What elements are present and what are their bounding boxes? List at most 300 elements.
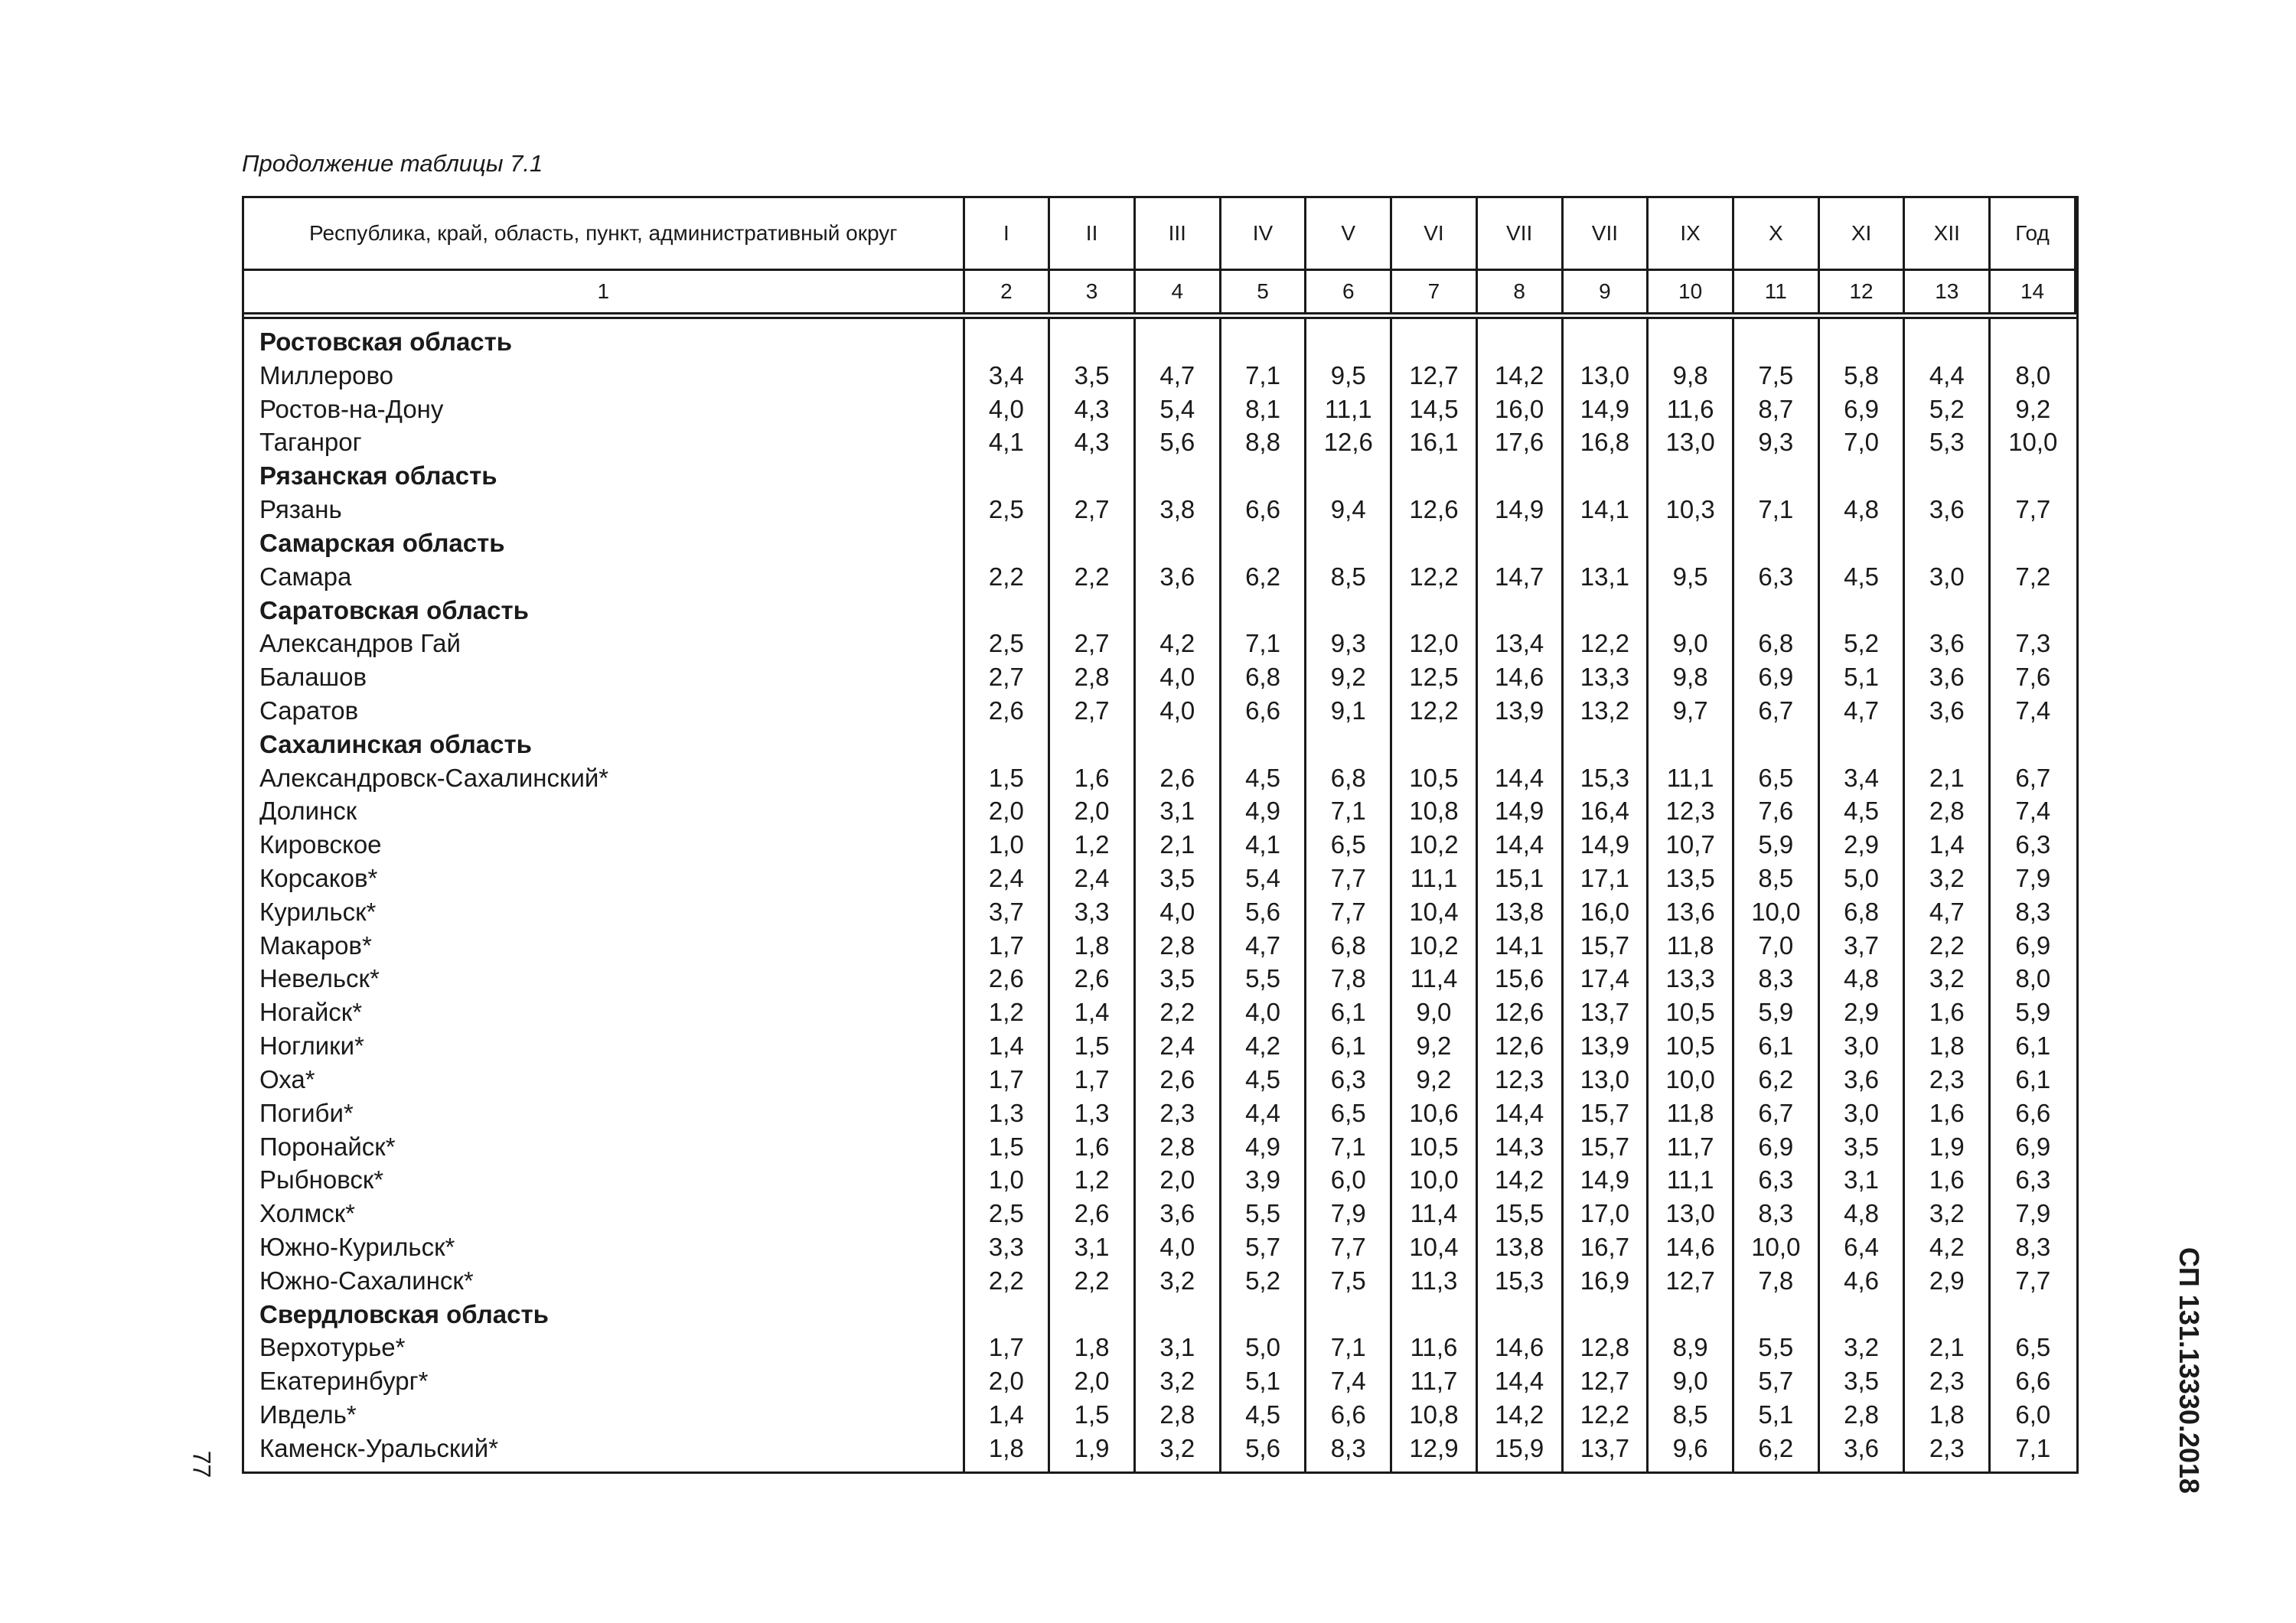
value-cell: 17,0 (1562, 1197, 1648, 1230)
place-name: Поронайск* (244, 1130, 964, 1164)
place-name: Курильск* (244, 895, 964, 929)
empty-cell (1134, 1298, 1220, 1331)
value-cell: 4,0 (1134, 694, 1220, 728)
header-cell-month: IX (1648, 198, 1733, 270)
empty-cell (1990, 526, 2076, 560)
value-cell: 10,3 (1648, 493, 1733, 526)
value-cell: 13,5 (1648, 862, 1733, 895)
value-cell: 5,6 (1220, 1432, 1306, 1465)
value-cell: 5,9 (1733, 828, 1818, 862)
region-row (244, 594, 2076, 627)
value-cell: 6,8 (1306, 761, 1391, 795)
place-name: Холмск* (244, 1197, 964, 1230)
value-cell: 11,8 (1648, 1097, 1733, 1130)
data-table (244, 198, 2076, 1471)
value-cell: 6,8 (1306, 929, 1391, 963)
empty-cell (1391, 526, 1477, 560)
value-cell: 8,9 (1648, 1331, 1733, 1364)
value-cell: 2,2 (964, 1264, 1049, 1298)
place-name: Самара (244, 560, 964, 594)
value-cell: 1,4 (964, 1398, 1049, 1432)
value-cell: 4,5 (1818, 560, 1904, 594)
value-cell: 4,9 (1220, 794, 1306, 828)
value-cell: 5,2 (1818, 627, 1904, 660)
value-cell: 5,0 (1818, 862, 1904, 895)
value-cell: 4,5 (1220, 1063, 1306, 1097)
value-cell: 9,6 (1648, 1432, 1733, 1465)
value-cell: 5,6 (1134, 425, 1220, 459)
column-number-cell: 12 (1818, 270, 1904, 316)
value-cell: 12,2 (1562, 627, 1648, 660)
value-cell: 3,6 (1904, 660, 1990, 694)
value-cell: 2,8 (1818, 1398, 1904, 1432)
value-cell: 3,1 (1818, 1163, 1904, 1197)
empty-cell (1562, 728, 1648, 761)
empty-cell (964, 325, 1049, 359)
place-name: Саратов (244, 694, 964, 728)
value-cell: 4,2 (1134, 627, 1220, 660)
empty-cell (1049, 728, 1135, 761)
empty-cell (1990, 728, 2076, 761)
empty-cell (1049, 325, 1135, 359)
value-cell: 4,2 (1904, 1230, 1990, 1264)
value-cell: 13,0 (1562, 1063, 1648, 1097)
value-cell: 6,3 (2015, 830, 2051, 859)
empty-cell (1476, 594, 1562, 627)
value-cell: 3,5 (1049, 359, 1135, 393)
empty-cell (1818, 325, 1904, 359)
value-cell: 3,5 (1818, 1130, 1904, 1164)
table-row (244, 794, 2076, 828)
value-cell: 4,7 (1818, 694, 1904, 728)
value-cell: 9,0 (1648, 1364, 1733, 1398)
value-cell: 14,4 (1476, 828, 1562, 862)
value-cell: 5,5 (1220, 1197, 1306, 1230)
value-cell: 6,9 (1733, 660, 1818, 694)
table-row (244, 1197, 2076, 1230)
value-cell: 9,2 (1391, 1063, 1477, 1097)
empty-cell (1134, 325, 1220, 359)
value-cell: 1,9 (1904, 1130, 1990, 1164)
value-cell: 4,8 (1818, 962, 1904, 996)
value-cell: 2,9 (1818, 996, 1904, 1029)
empty-cell (1306, 728, 1391, 761)
value-cell: 13,8 (1476, 895, 1562, 929)
value-cell: 13,8 (1476, 1230, 1562, 1264)
value-cell: 6,6 (1306, 1398, 1391, 1432)
value-cell: 9,3 (1306, 627, 1391, 660)
empty-cell (1134, 526, 1220, 560)
table-row (244, 1063, 2076, 1097)
value-cell: 3,1 (1134, 794, 1220, 828)
value-cell: 6,0 (2015, 1400, 2051, 1429)
value-cell: 4,2 (1220, 1029, 1306, 1063)
place-name: Рязань (244, 493, 964, 526)
empty-cell (1648, 728, 1733, 761)
value-cell: 1,9 (1049, 1432, 1135, 1465)
value-cell: 3,2 (1134, 1364, 1220, 1398)
value-cell: 6,2 (1733, 1432, 1818, 1465)
table-row (244, 1029, 2076, 1063)
value-cell: 4,0 (1220, 996, 1306, 1029)
value-cell: 8,5 (1648, 1398, 1733, 1432)
value-cell: 6,9 (1733, 1130, 1818, 1164)
empty-cell (1306, 1298, 1391, 1331)
value-cell: 5,3 (1904, 425, 1990, 459)
value-cell: 7,2 (2015, 562, 2051, 591)
empty-cell (964, 459, 1049, 493)
table-body (244, 316, 2076, 1472)
value-cell: 2,8 (1134, 1130, 1220, 1164)
value-cell: 7,5 (1733, 359, 1818, 393)
value-cell: 15,6 (1476, 962, 1562, 996)
data-table-frame (242, 196, 2079, 1474)
value-cell: 5,8 (1818, 359, 1904, 393)
value-cell: 2,6 (1134, 1063, 1220, 1097)
region-row (244, 728, 2076, 761)
value-cell: 2,1 (1134, 828, 1220, 862)
value-cell: 5,7 (1733, 1364, 1818, 1398)
value-cell: 14,6 (1648, 1230, 1733, 1264)
value-cell: 7,1 (1306, 1331, 1391, 1364)
value-cell: 3,7 (1818, 929, 1904, 963)
region-name: Самарская область (244, 526, 964, 560)
value-cell: 8,3 (2015, 897, 2051, 926)
column-number-cell: 5 (1220, 270, 1306, 316)
value-cell: 14,9 (1562, 393, 1648, 426)
table-row (244, 1432, 2076, 1465)
value-cell: 12,6 (1476, 996, 1562, 1029)
value-cell: 7,1 (1306, 1130, 1391, 1164)
value-cell: 1,6 (1049, 1130, 1135, 1164)
header-cell-month: Год (1990, 198, 2076, 270)
table-row (244, 493, 2076, 526)
empty-cell (1818, 594, 1904, 627)
value-cell: 3,6 (1904, 493, 1990, 526)
value-cell: 3,6 (1134, 1197, 1220, 1230)
value-cell: 6,1 (2015, 1031, 2051, 1061)
value-cell: 6,1 (2015, 1064, 2051, 1093)
place-name: Верхотурье* (244, 1331, 964, 1364)
value-cell: 15,3 (1476, 1264, 1562, 1298)
table-row (244, 425, 2076, 459)
value-cell: 9,3 (1733, 425, 1818, 459)
value-cell: 2,0 (964, 794, 1049, 828)
value-cell: 1,5 (964, 761, 1049, 795)
value-cell: 2,0 (1049, 1364, 1135, 1398)
value-cell: 8,7 (1733, 393, 1818, 426)
value-cell: 17,6 (1476, 425, 1562, 459)
empty-cell (1476, 526, 1562, 560)
value-cell: 7,9 (2015, 864, 2051, 892)
value-cell: 14,1 (1476, 929, 1562, 963)
place-name: Ростов-на-Дону (244, 393, 964, 426)
place-name: Рыбновск* (244, 1163, 964, 1197)
region-name: Рязанская область (244, 459, 964, 493)
value-cell: 2,7 (1049, 627, 1135, 660)
value-cell: 12,5 (1391, 660, 1477, 694)
header-cell-month: III (1134, 198, 1220, 270)
value-cell: 7,9 (1306, 1197, 1391, 1230)
value-cell: 4,7 (1220, 929, 1306, 963)
value-cell: 13,0 (1648, 425, 1733, 459)
value-cell: 3,6 (1134, 560, 1220, 594)
value-cell: 10,5 (1391, 1130, 1477, 1164)
value-cell: 12,6 (1476, 1029, 1562, 1063)
value-cell: 6,3 (1733, 560, 1818, 594)
region-name: Ростовская область (244, 325, 964, 359)
value-cell: 3,2 (1904, 862, 1990, 895)
value-cell: 12,9 (1391, 1432, 1477, 1465)
value-cell: 14,6 (1476, 1331, 1562, 1364)
value-cell: 2,2 (1134, 996, 1220, 1029)
place-name: Ногайск* (244, 996, 964, 1029)
value-cell: 2,2 (1049, 560, 1135, 594)
empty-cell (1391, 728, 1477, 761)
value-cell: 10,4 (1391, 1230, 1477, 1264)
value-cell: 9,2 (1391, 1029, 1477, 1063)
header-cell-month: VI (1391, 198, 1477, 270)
value-cell: 3,3 (964, 1230, 1049, 1264)
table-row (244, 1364, 2076, 1398)
value-cell: 15,5 (1476, 1197, 1562, 1230)
value-cell: 2,5 (964, 493, 1049, 526)
value-cell: 6,8 (1220, 660, 1306, 694)
empty-cell (1562, 325, 1648, 359)
value-cell: 2,2 (964, 560, 1049, 594)
column-number-cell: 10 (1648, 270, 1733, 316)
value-cell: 3,8 (1134, 493, 1220, 526)
empty-cell (1476, 728, 1562, 761)
value-cell: 8,0 (2015, 360, 2051, 389)
value-cell: 13,4 (1476, 627, 1562, 660)
value-cell: 10,8 (1391, 794, 1477, 828)
value-cell: 6,7 (2015, 763, 2051, 792)
empty-cell (1391, 459, 1477, 493)
value-cell: 3,2 (1134, 1432, 1220, 1465)
value-cell: 13,9 (1562, 1029, 1648, 1063)
empty-cell (1049, 1298, 1135, 1331)
value-cell: 6,1 (1306, 996, 1391, 1029)
value-cell: 14,2 (1476, 1398, 1562, 1432)
value-cell: 6,7 (1733, 1097, 1818, 1130)
empty-cell (1391, 325, 1477, 359)
value-cell: 12,6 (1391, 493, 1477, 526)
value-cell: 7,1 (1733, 493, 1818, 526)
value-cell: 4,0 (1134, 660, 1220, 694)
value-cell: 2,7 (1049, 694, 1135, 728)
table-row (244, 560, 2076, 594)
value-cell: 6,4 (1818, 1230, 1904, 1264)
value-cell: 2,0 (964, 1364, 1049, 1398)
value-cell: 5,9 (1733, 996, 1818, 1029)
value-cell: 4,7 (1134, 359, 1220, 393)
value-cell: 14,4 (1476, 1364, 1562, 1398)
value-cell: 3,6 (1818, 1432, 1904, 1465)
value-cell: 5,9 (2015, 998, 2051, 1027)
empty-cell (1562, 459, 1648, 493)
empty-cell (1049, 526, 1135, 560)
empty-cell (1220, 459, 1306, 493)
column-number-cell: 2 (964, 270, 1049, 316)
empty-cell (1476, 325, 1562, 359)
value-cell: 4,5 (1818, 794, 1904, 828)
table-row (244, 359, 2076, 393)
value-cell: 12,2 (1391, 694, 1477, 728)
table-row (244, 1230, 2076, 1264)
empty-cell (1648, 1298, 1733, 1331)
value-cell: 10,5 (1648, 996, 1733, 1029)
value-cell: 3,3 (1049, 895, 1135, 929)
value-cell: 5,4 (1220, 862, 1306, 895)
place-name: Ивдель* (244, 1398, 964, 1432)
value-cell: 10,5 (1648, 1029, 1733, 1063)
value-cell: 2,4 (1049, 862, 1135, 895)
value-cell: 5,6 (1220, 895, 1306, 929)
value-cell: 7,4 (2015, 696, 2051, 725)
value-cell: 14,6 (1476, 660, 1562, 694)
value-cell: 6,8 (1818, 895, 1904, 929)
value-cell: 11,3 (1391, 1264, 1477, 1298)
place-name: Макаров* (244, 929, 964, 963)
place-name: Ноглики* (244, 1029, 964, 1063)
value-cell: 8,5 (1306, 560, 1391, 594)
place-name: Екатеринбург* (244, 1364, 964, 1398)
column-number-cell: 8 (1476, 270, 1562, 316)
value-cell: 13,3 (1562, 660, 1648, 694)
table-row (244, 929, 2076, 963)
value-cell: 2,8 (1134, 1398, 1220, 1432)
place-name: Корсаков* (244, 862, 964, 895)
value-cell: 2,2 (1049, 1264, 1135, 1298)
value-cell: 10,8 (1391, 1398, 1477, 1432)
value-cell: 12,2 (1562, 1398, 1648, 1432)
region-name: Саратовская область (244, 594, 964, 627)
value-cell: 7,4 (1306, 1364, 1391, 1398)
empty-cell (1733, 526, 1818, 560)
place-name: Невельск* (244, 962, 964, 996)
table-row (244, 393, 2076, 426)
value-cell: 2,7 (964, 660, 1049, 694)
value-cell: 1,8 (1049, 1331, 1135, 1364)
value-cell: 9,8 (1648, 660, 1733, 694)
value-cell: 6,9 (2015, 1132, 2051, 1161)
value-cell: 7,9 (2015, 1199, 2051, 1228)
value-cell: 2,8 (1049, 660, 1135, 694)
value-cell: 1,6 (1904, 996, 1990, 1029)
value-cell: 1,7 (1049, 1063, 1135, 1097)
header-cell-month: X (1733, 198, 1818, 270)
value-cell: 3,1 (1049, 1230, 1135, 1264)
value-cell: 2,6 (1049, 1197, 1135, 1230)
value-cell: 2,2 (1904, 929, 1990, 963)
value-cell: 6,5 (1306, 828, 1391, 862)
value-cell: 10,0 (1733, 1230, 1818, 1264)
place-name: Южно-Курильск* (244, 1230, 964, 1264)
value-cell: 6,7 (1733, 694, 1818, 728)
value-cell: 6,5 (2015, 1333, 2051, 1362)
value-cell: 4,4 (1220, 1097, 1306, 1130)
value-cell: 1,8 (1904, 1029, 1990, 1063)
value-cell: 4,4 (1904, 359, 1990, 393)
value-cell: 12,0 (1391, 627, 1477, 660)
value-cell: 10,6 (1391, 1097, 1477, 1130)
column-number-cell: 1 (244, 270, 964, 316)
value-cell: 7,7 (2015, 1266, 2051, 1295)
value-cell: 1,4 (1904, 828, 1990, 862)
value-cell: 14,1 (1562, 493, 1648, 526)
value-cell: 7,7 (1306, 895, 1391, 929)
empty-cell (1733, 728, 1818, 761)
column-number-cell: 6 (1306, 270, 1391, 316)
value-cell: 6,5 (1733, 761, 1818, 795)
value-cell: 2,1 (1904, 761, 1990, 795)
empty-cell (964, 1298, 1049, 1331)
value-cell: 13,1 (1562, 560, 1648, 594)
empty-cell (1904, 526, 1990, 560)
value-cell: 1,8 (1904, 1398, 1990, 1432)
value-cell: 12,7 (1562, 1364, 1648, 1398)
value-cell: 1,5 (964, 1130, 1049, 1164)
empty-cell (1049, 459, 1135, 493)
value-cell: 5,0 (1220, 1331, 1306, 1364)
value-cell: 13,2 (1562, 694, 1648, 728)
value-cell: 13,6 (1648, 895, 1733, 929)
empty-cell (1904, 594, 1990, 627)
empty-cell (1648, 459, 1733, 493)
table-row (244, 862, 2076, 895)
value-cell: 5,5 (1733, 1331, 1818, 1364)
header-cell-month: VII (1562, 198, 1648, 270)
value-cell: 3,2 (1904, 962, 1990, 996)
value-cell: 3,4 (1818, 761, 1904, 795)
value-cell: 15,7 (1562, 1130, 1648, 1164)
value-cell: 9,7 (1648, 694, 1733, 728)
value-cell: 6,5 (1306, 1097, 1391, 1130)
column-number-cell: 9 (1562, 270, 1648, 316)
empty-cell (1648, 526, 1733, 560)
place-name: Оха* (244, 1063, 964, 1097)
value-cell: 1,7 (964, 1063, 1049, 1097)
value-cell: 1,8 (964, 1432, 1049, 1465)
value-cell: 12,3 (1648, 794, 1733, 828)
value-cell: 17,4 (1562, 962, 1648, 996)
value-cell: 8,0 (2015, 964, 2051, 993)
value-cell: 6,2 (1733, 1063, 1818, 1097)
empty-cell (1733, 325, 1818, 359)
value-cell: 11,8 (1648, 929, 1733, 963)
empty-cell (1306, 594, 1391, 627)
value-cell: 16,1 (1391, 425, 1477, 459)
value-cell: 1,4 (1049, 996, 1135, 1029)
value-cell: 13,0 (1648, 1197, 1733, 1230)
value-cell: 6,3 (2015, 1165, 2051, 1194)
value-cell: 14,2 (1476, 1163, 1562, 1197)
table-row (244, 1398, 2076, 1432)
value-cell: 7,7 (2015, 495, 2051, 524)
place-name: Балашов (244, 660, 964, 694)
value-cell: 14,9 (1476, 794, 1562, 828)
page-number: 77 (188, 1450, 216, 1478)
empty-cell (1648, 594, 1733, 627)
value-cell: 3,0 (1818, 1097, 1904, 1130)
value-cell: 16,7 (1562, 1230, 1648, 1264)
value-cell: 1,2 (964, 996, 1049, 1029)
value-cell: 1,3 (964, 1097, 1049, 1130)
empty-cell (1904, 1298, 1990, 1331)
value-cell: 10,2 (1391, 828, 1477, 862)
value-cell: 4,0 (1134, 1230, 1220, 1264)
